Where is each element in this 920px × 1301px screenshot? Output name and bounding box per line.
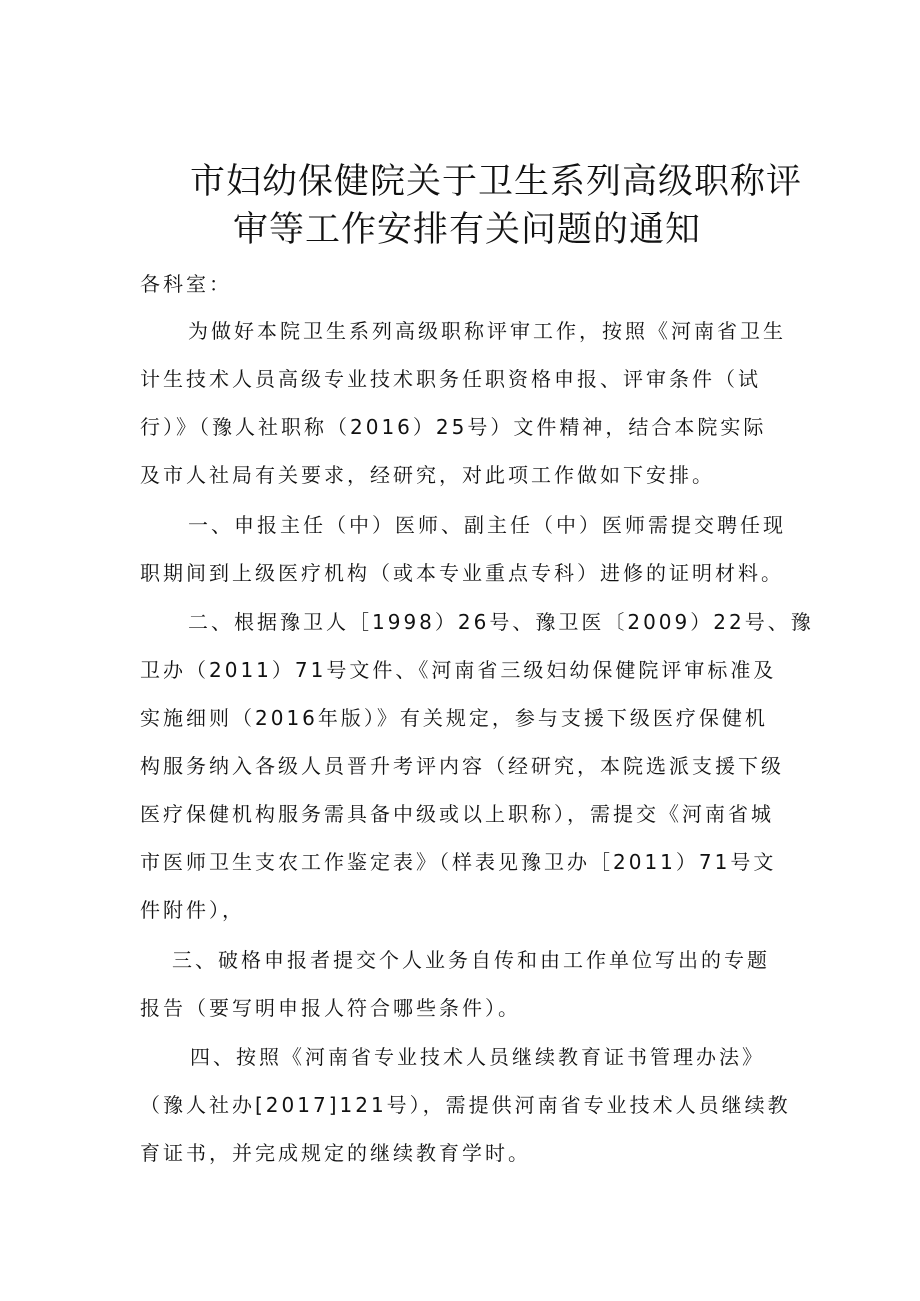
paragraph-1-line-3: 行）》（豫人社职称（2016）25号）文件精神，结合本院实际 [140,415,767,439]
item-2-line-3: 实施细则（2016年版）》有关规定，参与支援下级医疗保健机 [140,706,768,730]
item-1-line-2: 职期间到上级医疗机构（或本专业重点专科）进修的证明材料。 [140,561,784,585]
item-2-line-4: 构服务纳入各级人员晋升考评内容（经研究，本院选派支援下级 [140,754,784,778]
item-2-line-5: 医疗保健机构服务需具备中级或以上职称），需提交《河南省城 [140,802,774,826]
item-4-line-1: 四、按照《河南省专业技术人员继续教育证书管理办法》 [190,1045,765,1069]
document-title-line-2: 审等工作安排有关问题的通知 [233,210,702,250]
paragraph-1-line-4: 及市人社局有关要求，经研究，对此项工作做如下安排。 [140,463,715,487]
item-1-line-1: 一、申报主任（中）医师、副主任（中）医师需提交聘任现 [188,513,786,537]
item-3-line-2: 报告（要写明申报人符合哪些条件）。 [140,996,521,1020]
item-2-line-1: 二、根据豫卫人［1998）26号、豫卫医〔2009）22号、豫 [188,610,814,634]
paragraph-1-line-2: 计生技术人员高级专业技术职务任职资格申报、评审条件（试 [140,367,761,391]
item-4-line-3: 育证书，并完成规定的继续教育学时。 [140,1141,531,1165]
item-2-line-7: 件附件）， [140,898,245,922]
item-2-line-6: 市医师卫生支农工作鉴定表》（样表见豫卫办［2011）71号文 [140,850,777,874]
paragraph-1-line-1: 为做好本院卫生系列高级职称评审工作，按照《河南省卫生 [188,319,786,343]
item-3-line-1: 三、破格申报者提交个人业务自传和由工作单位写出的专题 [172,948,770,972]
item-2-line-2: 卫办（2011）71号文件、《河南省三级妇幼保健院评审标准及 [140,658,777,682]
item-4-line-2: （豫人社办[2017]121号），需提供河南省专业技术人员继续教 [140,1093,791,1117]
salutation: 各科室： [140,272,232,296]
document-title-line-1: 市妇幼保健院关于卫生系列高级职称评 [190,162,803,202]
